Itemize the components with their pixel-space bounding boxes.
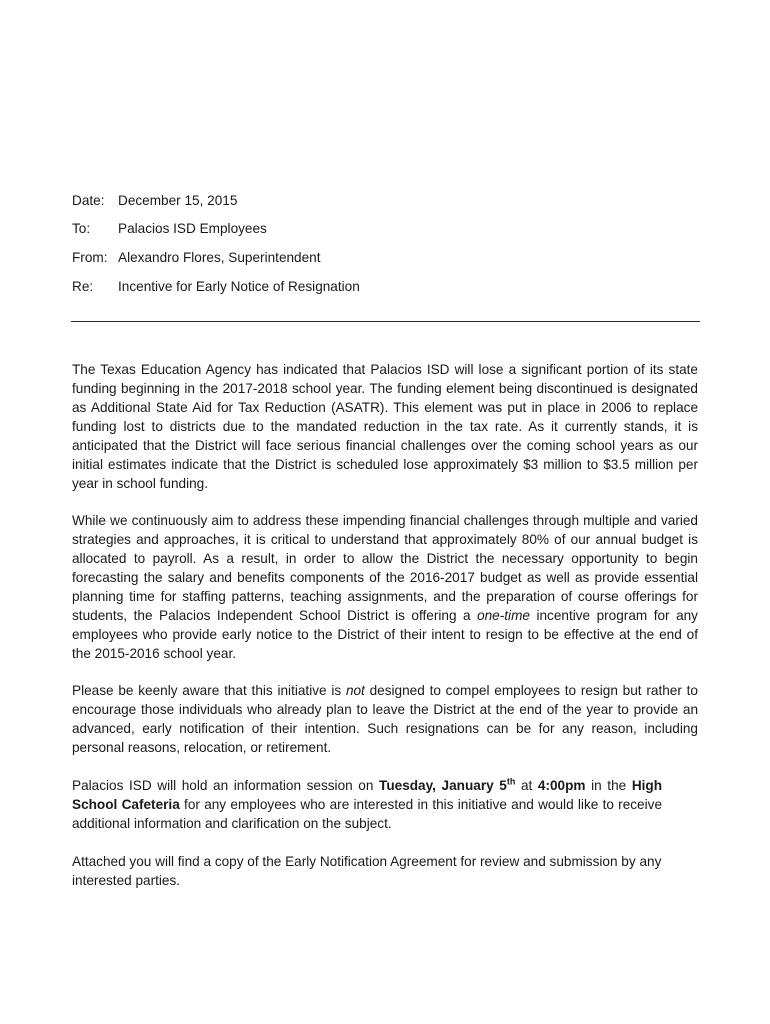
info-session-text-2: at [515,778,538,793]
paragraph-clarification-text-end: designed to compel employees to resign but rather to encourage those individuals who already plan to leave the District at the end of the year to provide an advanced, early notification of their intention. Such resignations can be for any reason, including personal reasons, relocation, or retirement. [72,683,698,755]
header-divider [71,321,700,322]
to-value: Palacios ISD Employees [118,221,267,237]
paragraph-incentive-text: While we continuously aim to address these impending financial challenges through multiple and varied strategies and approaches, it is critical to understand that approximately 80% of our annual budget is allocated to payroll. As a result, in order to allow the District the necessary opportunity to begin forecasting the salary and benefits components of the 2016-2017 budget as well as provide essential planning time for staffing patterns, teaching assignments, and the preparation of course offerings for students, the Palacios Independent School District is offering a [72,513,698,623]
memo-body [72,360,698,890]
info-session-text-3: in the [585,778,632,793]
paragraph-incentive [72,511,698,663]
date-value: December 15, 2015 [118,192,238,208]
session-date [379,778,515,793]
re-label: Re: [72,278,94,294]
to-row [72,215,360,244]
date-label: Date: [72,192,105,208]
session-location: High School Cafeteria [72,778,663,812]
session-date-text: Tuesday, January 5 [379,778,507,793]
paragraph-funding: The Texas Education Agency has indicated that Palacios ISD will lose a significant portion of its state funding beginning in the 2017-2018 school year. The funding element being discontinued is designated as Additional State Aid for Tax Reduction (ASATR). This element was put in place in 2006 to replace funding lost to districts due to the mandated reduction in the tax rate. As it currently stands, it is anticipated that the District will face serious financial challenges over the coming school years as our initial estimates indicate that the District is scheduled lose approximately $3 million to $3.5 million per year in school funding. [72,362,698,491]
one-time-emphasis: one-time [477,608,530,623]
paragraph-attachment: Attached you will find a copy of the Early Notification Agreement for review and submission by any interested parties. [72,854,662,888]
info-session-text-4: for any employees who are interested in this initiative and would like to receive additional information and clarification on the subject. [72,797,662,831]
date-row [72,186,360,215]
from-value: Alexandro Flores, Superintendent [118,249,321,265]
paragraph-clarification [72,681,698,757]
memo-header [72,186,360,300]
paragraph-clarification-text: Please be keenly aware that this initiative is [72,683,346,698]
not-emphasis: not [345,683,365,698]
re-value: Incentive for Early Notice of Resignation [118,278,360,294]
session-date-suffix: th [506,776,516,787]
to-label: To: [72,221,91,237]
re-row [72,272,360,301]
from-label: From: [72,249,108,265]
paragraph-info-session [72,776,662,833]
from-row [72,243,360,272]
paragraph-incentive-text-end: incentive program for any employees who provide early notice to the District of their intent to resign to be effective at the end of the 2015-2016 school year. [72,608,698,661]
info-session-text-1: Palacios ISD will hold an information session on [72,778,380,793]
session-time: 4:00pm [537,778,586,793]
